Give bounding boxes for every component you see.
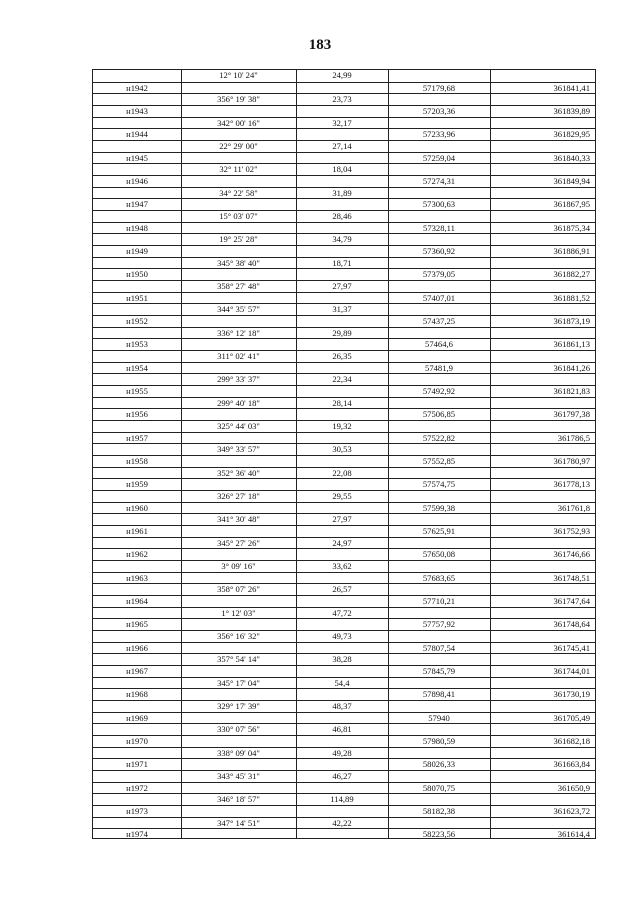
point-row	[93, 805, 595, 817]
point-row	[93, 712, 595, 724]
bearing-angle-cell: 311° 02' 41"	[217, 351, 260, 361]
segment-row	[93, 443, 595, 455]
x-coordinate-cell: 57980,59	[422, 736, 456, 746]
segment-row	[93, 210, 595, 222]
point-row	[93, 782, 595, 794]
x-coordinate-cell: 57625,91	[422, 526, 456, 536]
distance-cell: 42,22	[332, 817, 352, 828]
y-coordinate-cell: 361746,66	[553, 549, 590, 560]
point-id-cell: н1974	[126, 829, 148, 840]
y-coordinate-cell: 361752,93	[553, 526, 590, 536]
x-coordinate-cell: 58182,38	[422, 806, 456, 816]
segment-row	[93, 280, 595, 292]
point-id-cell: н1959	[126, 479, 148, 490]
point-row	[93, 245, 595, 257]
segment-row	[93, 817, 595, 829]
y-coordinate-cell: 361841,41	[553, 82, 590, 93]
distance-cell: 22,08	[332, 467, 352, 478]
y-coordinate-cell: 361761,8	[557, 502, 590, 513]
y-coordinate-cell: 361839,89	[553, 106, 590, 116]
bearing-angle-cell: 345° 17' 04"	[217, 677, 260, 688]
point-row	[93, 595, 595, 607]
point-id-cell: н1964	[126, 596, 148, 606]
point-row	[93, 665, 595, 677]
point-id-cell: н1965	[126, 619, 148, 630]
bearing-angle-cell: 345° 38' 40"	[217, 257, 260, 268]
point-row	[93, 758, 595, 770]
bearing-angle-cell: 22° 29' 00"	[219, 141, 258, 151]
bearing-angle-cell: 326° 27' 18"	[217, 491, 260, 501]
bearing-angle-cell: 356° 16' 32"	[217, 631, 260, 641]
distance-cell: 23,73	[332, 94, 352, 105]
point-row	[93, 642, 595, 654]
distance-cell: 29,89	[332, 327, 352, 338]
x-coordinate-cell: 57807,54	[422, 642, 456, 653]
point-row	[93, 502, 595, 514]
point-row	[93, 82, 595, 94]
point-id-cell: н1957	[126, 432, 148, 443]
x-coordinate-cell: 57328,11	[423, 222, 455, 233]
segment-row	[93, 93, 595, 105]
bearing-angle-cell: 34° 22' 58"	[219, 187, 258, 198]
segment-row	[93, 537, 595, 549]
x-coordinate-cell: 57845,79	[422, 666, 456, 676]
segment-row	[93, 397, 595, 409]
y-coordinate-cell: 361780,97	[553, 456, 590, 466]
y-coordinate-cell: 361748,64	[553, 619, 590, 630]
segment-row	[93, 700, 595, 712]
bearing-angle-cell: 32° 11' 02"	[219, 164, 258, 175]
segment-row	[93, 420, 595, 432]
y-coordinate-cell: 361614,4	[557, 829, 590, 840]
point-id-cell: н1967	[126, 666, 148, 676]
bearing-angle-cell: 12° 10' 24"	[219, 70, 258, 80]
point-id-cell: н1949	[126, 246, 148, 256]
distance-cell: 30,53	[332, 444, 352, 455]
y-coordinate-cell: 361748,51	[553, 572, 590, 583]
point-id-cell: н1943	[126, 106, 148, 116]
distance-cell: 24,99	[332, 70, 352, 80]
segment-row	[93, 677, 595, 689]
x-coordinate-cell: 57574,75	[422, 479, 456, 490]
point-id-cell: н1952	[126, 316, 148, 326]
bearing-angle-cell: 336° 12' 18"	[217, 327, 260, 338]
bearing-angle-cell: 1° 12' 03"	[221, 607, 256, 618]
point-id-cell: н1948	[126, 222, 148, 233]
point-id-cell: н1958	[126, 456, 148, 466]
segment-row	[93, 257, 595, 269]
y-coordinate-cell: 361840,33	[553, 152, 590, 163]
bearing-angle-cell: 349° 33' 57"	[217, 444, 260, 455]
x-coordinate-cell: 57940	[428, 712, 450, 723]
distance-cell: 46,27	[332, 771, 352, 781]
point-id-cell: н1953	[126, 339, 148, 350]
segment-row	[93, 490, 595, 502]
bearing-angle-cell: 299° 33' 37"	[217, 374, 260, 385]
x-coordinate-cell: 57492,92	[422, 386, 456, 396]
point-id-cell: н1950	[126, 269, 148, 280]
y-coordinate-cell: 361867,95	[553, 199, 590, 210]
y-coordinate-cell: 361778,13	[553, 479, 590, 490]
y-coordinate-cell: 361745,41	[553, 642, 590, 653]
point-id-cell: н1970	[126, 736, 148, 746]
segment-row	[93, 723, 595, 735]
segment-row	[93, 630, 595, 642]
point-id-cell: н1972	[126, 782, 148, 793]
x-coordinate-cell: 57179,68	[422, 82, 456, 93]
point-row	[93, 315, 595, 327]
x-coordinate-cell: 57599,38	[422, 502, 456, 513]
distance-cell: 27,97	[332, 514, 352, 525]
bearing-angle-cell: 343° 45' 31"	[217, 771, 260, 781]
y-coordinate-cell: 361744,01	[553, 666, 590, 676]
bearing-angle-cell: 358° 27' 48"	[217, 281, 260, 291]
point-id-cell: н1946	[126, 176, 148, 186]
distance-cell: 49,73	[332, 631, 352, 641]
point-row	[93, 385, 595, 397]
y-coordinate-cell: 361881,52	[553, 292, 590, 303]
distance-cell: 26,57	[332, 584, 352, 595]
distance-cell: 24,97	[332, 537, 352, 548]
segment-row	[93, 467, 595, 479]
x-coordinate-cell: 57757,92	[422, 619, 456, 630]
bearing-angle-cell: 15° 03' 07"	[219, 211, 258, 221]
y-coordinate-cell: 361705,49	[553, 712, 590, 723]
segment-row	[93, 607, 595, 619]
y-coordinate-cell: 361882,27	[553, 269, 590, 280]
point-id-cell: н1962	[126, 549, 148, 560]
x-coordinate-cell: 57300,63	[422, 199, 456, 210]
distance-cell: 114,89	[330, 794, 354, 805]
bearing-angle-cell: 345° 27' 26"	[217, 537, 260, 548]
distance-cell: 27,97	[332, 281, 352, 291]
bearing-angle-cell: 342° 00' 16"	[217, 117, 260, 128]
point-id-cell: н1968	[126, 689, 148, 700]
point-row	[93, 175, 595, 187]
segment-row	[93, 117, 595, 129]
segment-row	[93, 747, 595, 759]
point-row	[93, 478, 595, 490]
x-coordinate-cell: 57437,25	[422, 316, 456, 326]
distance-cell: 38,28	[332, 654, 352, 665]
point-row	[93, 432, 595, 444]
point-id-cell: н1961	[126, 526, 148, 536]
segment-row	[93, 70, 595, 82]
distance-cell: 31,37	[332, 304, 352, 315]
x-coordinate-cell: 57274,31	[422, 176, 456, 186]
point-row	[93, 198, 595, 210]
distance-cell: 29,55	[332, 491, 352, 501]
point-row	[93, 362, 595, 374]
point-id-cell: н1945	[126, 152, 148, 163]
x-coordinate-cell: 57683,65	[422, 572, 456, 583]
x-coordinate-cell: 57464,6	[425, 339, 453, 350]
distance-cell: 54,4	[334, 677, 350, 688]
bearing-angle-cell: 346° 18' 57"	[217, 794, 260, 805]
distance-cell: 27,14	[332, 141, 352, 151]
segment-row	[93, 233, 595, 245]
bearing-angle-cell: 329° 17' 39"	[217, 701, 260, 711]
bearing-angle-cell: 341° 30' 48"	[217, 514, 260, 525]
segment-row	[93, 653, 595, 665]
y-coordinate-cell: 361730,19	[553, 689, 590, 700]
point-id-cell: н1954	[126, 362, 148, 373]
point-row	[93, 455, 595, 467]
bearing-angle-cell: 352° 36' 40"	[217, 467, 260, 478]
point-row	[93, 735, 595, 747]
point-id-cell: н1951	[126, 292, 148, 303]
distance-cell: 28,46	[332, 211, 352, 221]
x-coordinate-cell: 58070,75	[422, 782, 456, 793]
point-id-cell: н1971	[126, 759, 148, 770]
bearing-angle-cell: 338° 09' 04"	[217, 747, 260, 758]
point-row	[93, 548, 595, 560]
point-row	[93, 338, 595, 350]
y-coordinate-cell: 361861,13	[553, 339, 590, 350]
distance-cell: 28,14	[332, 397, 352, 408]
point-id-cell: н1960	[126, 502, 148, 513]
y-coordinate-cell: 361623,72	[553, 806, 590, 816]
distance-cell: 19,32	[332, 421, 352, 431]
y-coordinate-cell: 361797,38	[553, 409, 590, 420]
y-coordinate-cell: 361849,94	[553, 176, 590, 186]
point-id-cell: н1963	[126, 572, 148, 583]
segment-row	[93, 163, 595, 175]
point-row	[93, 128, 595, 140]
segment-row	[93, 303, 595, 315]
segment-row	[93, 350, 595, 362]
y-coordinate-cell: 361786,5	[557, 432, 590, 443]
x-coordinate-cell: 57360,92	[422, 246, 456, 256]
distance-cell: 47,72	[332, 607, 352, 618]
point-id-cell: н1942	[126, 82, 148, 93]
point-row	[93, 268, 595, 280]
x-coordinate-cell: 57233,96	[422, 129, 456, 140]
point-row	[93, 222, 595, 234]
point-id-cell: н1973	[126, 806, 148, 816]
segment-row	[93, 793, 595, 805]
bearing-angle-cell: 357° 54' 14"	[217, 654, 260, 665]
x-coordinate-cell: 58223,56	[422, 829, 456, 840]
y-coordinate-cell: 361873,19	[553, 316, 590, 326]
segment-row	[93, 513, 595, 525]
point-id-cell: н1966	[126, 642, 148, 653]
point-row	[93, 572, 595, 584]
distance-cell: 18,71	[332, 257, 352, 268]
point-id-cell: н1955	[126, 386, 148, 396]
segment-row	[93, 327, 595, 339]
point-id-cell: н1947	[126, 199, 148, 210]
point-row	[93, 525, 595, 537]
segment-row	[93, 560, 595, 572]
point-row	[93, 152, 595, 164]
segment-row	[93, 187, 595, 199]
distance-cell: 49,28	[332, 747, 352, 758]
distance-cell: 18,04	[332, 164, 352, 175]
distance-cell: 26,35	[332, 351, 352, 361]
y-coordinate-cell: 361821,83	[553, 386, 590, 396]
distance-cell: 32,17	[332, 117, 352, 128]
segment-row	[93, 140, 595, 152]
point-id-cell: н1956	[126, 409, 148, 420]
segment-row	[93, 373, 595, 385]
y-coordinate-cell: 361829,95	[553, 129, 590, 140]
x-coordinate-cell: 57379,05	[422, 269, 456, 280]
y-coordinate-cell: 361682,18	[553, 736, 590, 746]
point-row	[93, 828, 595, 840]
coordinates-table	[92, 69, 596, 839]
y-coordinate-cell: 361747,64	[553, 596, 590, 606]
x-coordinate-cell: 57481,9	[425, 362, 453, 373]
bearing-angle-cell: 3° 09' 16"	[221, 561, 256, 571]
distance-cell: 31,89	[332, 187, 352, 198]
x-coordinate-cell: 57203,36	[422, 106, 456, 116]
distance-cell: 33,62	[332, 561, 352, 571]
segment-row	[93, 583, 595, 595]
distance-cell: 34,79	[332, 234, 352, 245]
point-id-cell: н1944	[126, 129, 148, 140]
x-coordinate-cell: 57259,04	[422, 152, 456, 163]
x-coordinate-cell: 57552,85	[422, 456, 456, 466]
bearing-angle-cell: 358° 07' 26"	[217, 584, 260, 595]
x-coordinate-cell: 57650,08	[422, 549, 456, 560]
y-coordinate-cell: 361886,91	[553, 246, 590, 256]
segment-row	[93, 770, 595, 782]
y-coordinate-cell: 361875,34	[553, 222, 590, 233]
bearing-angle-cell: 347° 14' 51"	[217, 817, 260, 828]
point-row	[93, 618, 595, 630]
bearing-angle-cell: 19° 25' 28"	[219, 234, 258, 245]
x-coordinate-cell: 57710,21	[422, 596, 456, 606]
x-coordinate-cell: 57407,01	[422, 292, 456, 303]
distance-cell: 22,34	[332, 374, 352, 385]
point-row	[93, 105, 595, 117]
x-coordinate-cell: 57522,82	[422, 432, 456, 443]
distance-cell: 46,81	[332, 724, 352, 735]
y-coordinate-cell: 361663,84	[553, 759, 590, 770]
point-id-cell: н1969	[126, 712, 148, 723]
distance-cell: 48,37	[332, 701, 352, 711]
point-row	[93, 292, 595, 304]
bearing-angle-cell: 299° 40' 18"	[217, 397, 260, 408]
bearing-angle-cell: 344° 35' 57"	[217, 304, 260, 315]
point-row	[93, 408, 595, 420]
x-coordinate-cell: 57506,85	[422, 409, 456, 420]
x-coordinate-cell: 57898,41	[422, 689, 456, 700]
bearing-angle-cell: 330° 07' 56"	[217, 724, 260, 735]
point-row	[93, 688, 595, 700]
bearing-angle-cell: 325° 44' 03"	[217, 421, 260, 431]
y-coordinate-cell: 361650,9	[557, 782, 590, 793]
y-coordinate-cell: 361841,26	[553, 362, 590, 373]
page-number: 183	[308, 37, 332, 53]
x-coordinate-cell: 58026,33	[422, 759, 456, 770]
bearing-angle-cell: 356° 19' 38"	[217, 94, 260, 105]
